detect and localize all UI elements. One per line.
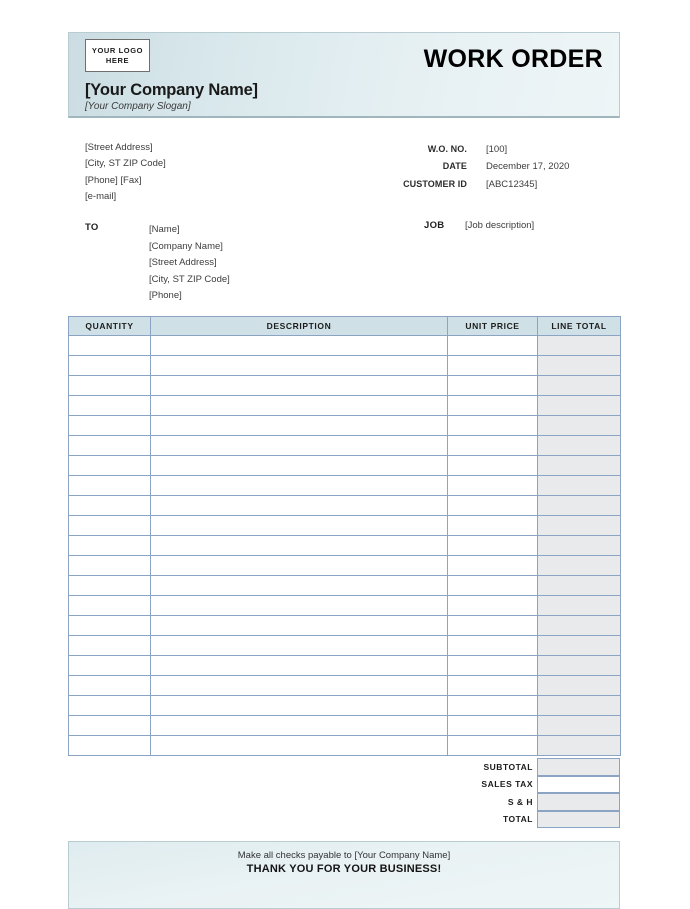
table-row xyxy=(69,636,621,656)
table-row xyxy=(69,456,621,476)
line-items-table-body xyxy=(69,336,621,756)
cell-unit-price[interactable] xyxy=(448,536,538,556)
cell-quantity[interactable] xyxy=(69,536,151,556)
cell-line-total[interactable] xyxy=(538,456,621,476)
cell-line-total[interactable] xyxy=(538,436,621,456)
cell-quantity[interactable] xyxy=(69,476,151,496)
thank-you-message: THANK YOU FOR YOUR BUSINESS! xyxy=(246,863,442,875)
cell-description[interactable] xyxy=(151,656,448,676)
cell-description[interactable] xyxy=(151,336,448,356)
cell-quantity[interactable] xyxy=(69,356,151,376)
cell-quantity[interactable] xyxy=(69,376,151,396)
cell-line-total[interactable] xyxy=(538,556,621,576)
sales-tax-value[interactable] xyxy=(537,776,620,794)
sales-tax-label: SALES TAX xyxy=(481,779,533,790)
table-row xyxy=(69,376,621,396)
cell-line-total[interactable] xyxy=(538,696,621,716)
cell-description[interactable] xyxy=(151,596,448,616)
subtotal-value[interactable] xyxy=(537,758,620,776)
sender-street: [Street Address] xyxy=(85,142,153,153)
bill-to-street[interactable]: [Street Address] xyxy=(149,257,217,268)
column-header-quantity: QUANTITY xyxy=(69,317,151,336)
cell-line-total[interactable] xyxy=(538,576,621,596)
totals-row-sales-tax xyxy=(420,776,620,794)
column-header-unit-price: UNIT PRICE xyxy=(448,317,538,336)
totals-row-total xyxy=(420,811,620,829)
cell-unit-price[interactable] xyxy=(448,336,538,356)
bill-to-name[interactable]: [Name] xyxy=(149,224,180,235)
bill-to-block xyxy=(149,222,230,305)
table-row xyxy=(69,696,621,716)
cell-description[interactable] xyxy=(151,516,448,536)
cell-line-total[interactable] xyxy=(538,496,621,516)
column-header-line-total: LINE TOTAL xyxy=(538,317,621,336)
cell-description[interactable] xyxy=(151,356,448,376)
page-title: WORK ORDER xyxy=(423,45,603,73)
sender-address-block xyxy=(85,140,166,205)
cell-line-total[interactable] xyxy=(538,636,621,656)
cell-unit-price[interactable] xyxy=(448,676,538,696)
cell-description[interactable] xyxy=(151,536,448,556)
meta-row-work-order-number xyxy=(370,141,620,158)
sender-email: [e-mail] xyxy=(85,190,117,202)
cell-description[interactable] xyxy=(151,436,448,456)
bill-to-company[interactable]: [Company Name] xyxy=(149,240,223,252)
cell-quantity[interactable] xyxy=(69,656,151,676)
cell-quantity[interactable] xyxy=(69,576,151,596)
cell-quantity[interactable] xyxy=(69,336,151,356)
document-header-band xyxy=(68,32,620,118)
meta-row-date xyxy=(370,158,620,175)
table-header-row xyxy=(69,317,621,336)
cell-line-total[interactable] xyxy=(538,416,621,436)
cell-unit-price[interactable] xyxy=(448,716,538,736)
work-order-number-value[interactable]: [100] xyxy=(486,144,508,155)
work-order-meta-block xyxy=(370,141,620,193)
cell-quantity[interactable] xyxy=(69,396,151,416)
cell-description[interactable] xyxy=(151,396,448,416)
line-items-table-header xyxy=(69,317,621,336)
cell-quantity[interactable] xyxy=(69,636,151,656)
customer-id-value[interactable]: [ABC12345] xyxy=(486,178,538,190)
cell-line-total[interactable] xyxy=(538,656,621,676)
cell-unit-price[interactable] xyxy=(448,636,538,656)
meta-row-customer-id xyxy=(370,176,620,193)
table-row xyxy=(69,656,621,676)
cell-description[interactable] xyxy=(151,636,448,656)
cell-description[interactable] xyxy=(151,376,448,396)
cell-description[interactable] xyxy=(151,736,448,756)
sender-city-state-zip: [City, ST ZIP Code] xyxy=(85,158,166,170)
table-row xyxy=(69,516,621,536)
totals-row-shipping-handling xyxy=(420,793,620,811)
column-header-description: DESCRIPTION xyxy=(151,317,448,336)
table-row xyxy=(69,396,621,416)
cell-quantity[interactable] xyxy=(69,516,151,536)
cell-line-total[interactable] xyxy=(538,616,621,636)
table-row xyxy=(69,476,621,496)
company-name: [Your Company Name] xyxy=(85,81,258,99)
table-row xyxy=(69,716,621,736)
cell-description[interactable] xyxy=(151,476,448,496)
cell-description[interactable] xyxy=(151,556,448,576)
subtotal-label: SUBTOTAL xyxy=(483,761,533,772)
cell-quantity[interactable] xyxy=(69,676,151,696)
cell-unit-price[interactable] xyxy=(448,656,538,676)
cell-line-total[interactable] xyxy=(538,396,621,416)
total-value[interactable] xyxy=(537,811,620,829)
cell-quantity[interactable] xyxy=(69,696,151,716)
line-items-table xyxy=(68,316,621,756)
cell-quantity[interactable] xyxy=(69,416,151,436)
cell-description[interactable] xyxy=(151,676,448,696)
cell-unit-price[interactable] xyxy=(448,736,538,756)
table-row xyxy=(69,556,621,576)
table-row xyxy=(69,536,621,556)
job-description-value[interactable]: [Job description] xyxy=(465,220,535,231)
logo-line-2: HERE xyxy=(105,55,130,65)
cell-unit-price[interactable] xyxy=(448,496,538,516)
cell-quantity[interactable] xyxy=(69,556,151,576)
bill-to-phone[interactable]: [Phone] xyxy=(149,290,182,301)
payment-instructions: Make all checks payable to [Your Company Name] xyxy=(237,850,451,861)
cell-description[interactable] xyxy=(151,616,448,636)
cell-line-total[interactable] xyxy=(538,716,621,736)
company-slogan: [Your Company Slogan] xyxy=(85,101,191,112)
cell-description[interactable] xyxy=(151,696,448,716)
cell-quantity[interactable] xyxy=(69,456,151,476)
table-row xyxy=(69,596,621,616)
shipping-handling-label: S & H xyxy=(507,796,533,807)
cell-line-total[interactable] xyxy=(538,336,621,356)
date-label: DATE xyxy=(442,161,467,172)
company-logo-placeholder[interactable] xyxy=(85,39,150,72)
bill-to-label: TO xyxy=(85,222,99,233)
cell-description[interactable] xyxy=(151,576,448,596)
cell-line-total[interactable] xyxy=(538,676,621,696)
cell-unit-price[interactable] xyxy=(448,516,538,536)
bill-to-city-state-zip[interactable]: [City, ST ZIP Code] xyxy=(149,273,230,285)
table-row xyxy=(69,616,621,636)
cell-unit-price[interactable] xyxy=(448,376,538,396)
cell-unit-price[interactable] xyxy=(448,596,538,616)
cell-quantity[interactable] xyxy=(69,736,151,756)
cell-quantity[interactable] xyxy=(69,496,151,516)
cell-unit-price[interactable] xyxy=(448,396,538,416)
cell-line-total[interactable] xyxy=(538,376,621,396)
cell-description[interactable] xyxy=(151,456,448,476)
cell-line-total[interactable] xyxy=(538,596,621,616)
table-row xyxy=(69,356,621,376)
cell-quantity[interactable] xyxy=(69,616,151,636)
cell-unit-price[interactable] xyxy=(448,436,538,456)
logo-line-1: YOUR LOGO xyxy=(91,46,144,56)
total-label: TOTAL xyxy=(502,814,533,825)
totals-section xyxy=(420,758,620,828)
cell-quantity[interactable] xyxy=(69,716,151,736)
sender-phone-fax: [Phone] [Fax] xyxy=(85,174,142,186)
table-row xyxy=(69,416,621,436)
table-row xyxy=(69,576,621,596)
table-row xyxy=(69,436,621,456)
cell-line-total[interactable] xyxy=(538,516,621,536)
totals-row-subtotal xyxy=(420,758,620,776)
cell-unit-price[interactable] xyxy=(448,556,538,576)
cell-unit-price[interactable] xyxy=(448,476,538,496)
table-row xyxy=(69,676,621,696)
table-row xyxy=(69,336,621,356)
cell-quantity[interactable] xyxy=(69,596,151,616)
cell-line-total[interactable] xyxy=(538,476,621,496)
cell-line-total[interactable] xyxy=(538,736,621,756)
cell-unit-price[interactable] xyxy=(448,416,538,436)
cell-line-total[interactable] xyxy=(538,536,621,556)
work-order-number-label: W.O. NO. xyxy=(427,144,467,154)
cell-unit-price[interactable] xyxy=(448,456,538,476)
shipping-handling-value[interactable] xyxy=(537,793,620,811)
document-footer-band xyxy=(68,841,620,909)
cell-unit-price[interactable] xyxy=(448,696,538,716)
cell-description[interactable] xyxy=(151,716,448,736)
date-value[interactable]: December 17, 2020 xyxy=(486,161,570,173)
cell-unit-price[interactable] xyxy=(448,356,538,376)
job-label: JOB xyxy=(424,220,445,231)
cell-unit-price[interactable] xyxy=(448,616,538,636)
cell-description[interactable] xyxy=(151,496,448,516)
customer-id-label: CUSTOMER ID xyxy=(403,178,467,189)
cell-quantity[interactable] xyxy=(69,436,151,456)
table-row xyxy=(69,736,621,756)
cell-description[interactable] xyxy=(151,416,448,436)
cell-unit-price[interactable] xyxy=(448,576,538,596)
table-row xyxy=(69,496,621,516)
cell-line-total[interactable] xyxy=(538,356,621,376)
